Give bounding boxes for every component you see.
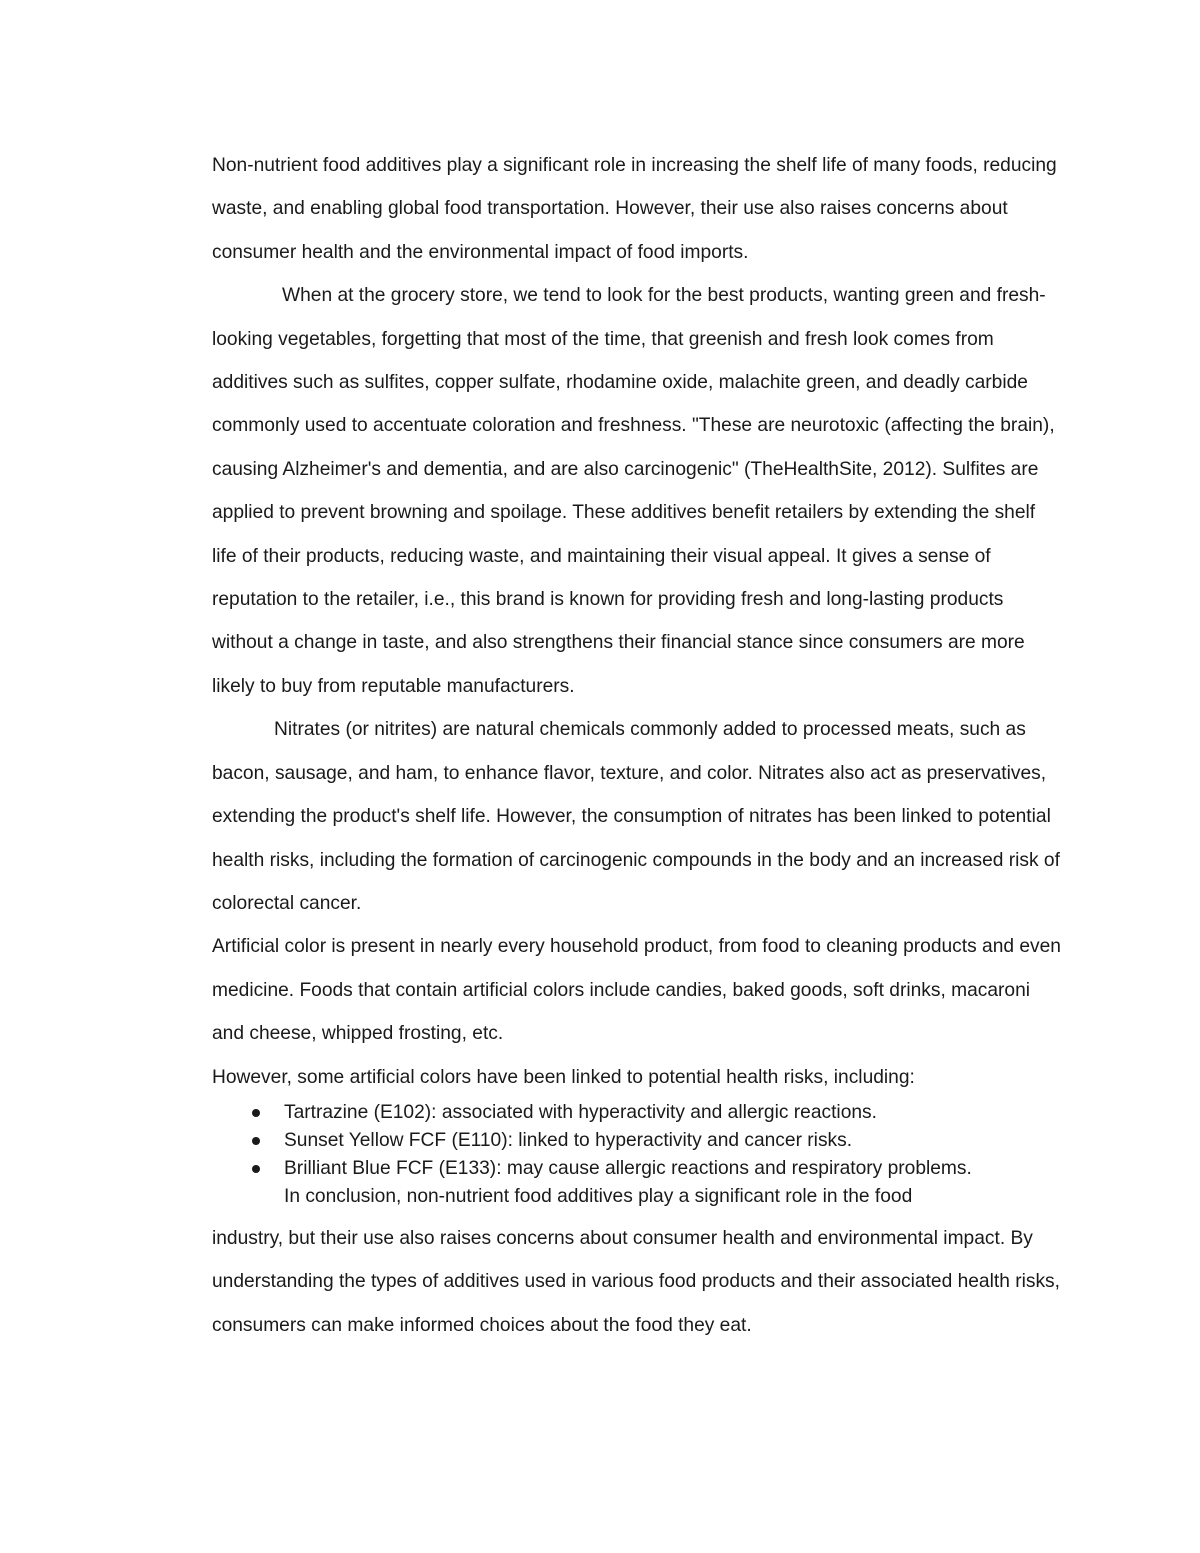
paragraph-artificial-color: Artificial color is present in nearly every household product, from food to cleaning products and even medicine. Foods that contain artificial colors include candies, baked goods, soft drinks, macaroni and cheese, whipped frosting, etc. — [212, 936, 1061, 1045]
document-page — [212, 144, 1062, 1347]
bullet-list — [212, 1099, 1062, 1183]
paragraph-risks-intro: However, some artificial colors have been linked to potential health risks, including: — [212, 1066, 915, 1088]
list-item — [212, 1127, 1062, 1155]
list-item-text: Sunset Yellow FCF (E110): linked to hyperactivity and cancer risks. — [284, 1129, 853, 1151]
paragraph-conclusion-first-line: In conclusion, non-nutrient food additives play a significant role in the food — [284, 1185, 913, 1207]
paragraph-nitrates: Nitrates (or nitrites) are natural chemicals commonly added to processed meats, such as bacon, sausage, and ham, to enhance flavor, texture, and color. Nitrates also act as preservatives, extending the product's shelf life. However, the consumption of nitrates has been linked to potential health risks, including the formation of carcinogenic compounds in the body and an increased risk of colorectal cancer. — [212, 719, 1060, 914]
list-item — [212, 1155, 1062, 1183]
bullet-icon — [252, 1165, 260, 1173]
list-item-text: Tartrazine (E102): associated with hyperactivity and allergic reactions. — [284, 1101, 877, 1123]
bullet-icon — [252, 1137, 260, 1145]
paragraph-grocery: When at the grocery store, we tend to look for the best products, wanting green and fresh-looking vegetables, forgetting that most of the time, that greenish and fresh look comes from additives such as sulfites, copper sulfate, rhodamine oxide, malachite green, and deadly carbide commonly used to accentuate coloration and freshness. "These are neurotoxic (affecting the brain), causing Alzheimer's and dementia, and are also carcinogenic" (TheHealthSite, 2012). Sulfites are applied to prevent browning and spoilage. These additives benefit retailers by extending the shelf life of their products, reducing waste, and maintaining their visual appeal. It gives a sense of reputation to the retailer, i.e., this brand is known for providing fresh and long-lasting products without a change in taste, and also strengthens their financial stance since consumers are more likely to buy from reputable manufacturers. — [212, 285, 1055, 697]
list-item-text: Brilliant Blue FCF (E133): may cause allergic reactions and respiratory problems. — [284, 1157, 972, 1179]
bullet-icon — [252, 1109, 260, 1117]
list-item — [212, 1099, 1062, 1127]
paragraph-conclusion: industry, but their use also raises concerns about consumer health and environmental impact. By understanding the types of additives used in various food products and their associated health risks, consumers can make informed choices about the food they eat. — [212, 1227, 1060, 1336]
paragraph-intro: Non-nutrient food additives play a significant role in increasing the shelf life of many foods, reducing waste, and enabling global food transportation. However, their use also raises concerns about consumer health and the environmental impact of food imports. — [212, 155, 1057, 263]
